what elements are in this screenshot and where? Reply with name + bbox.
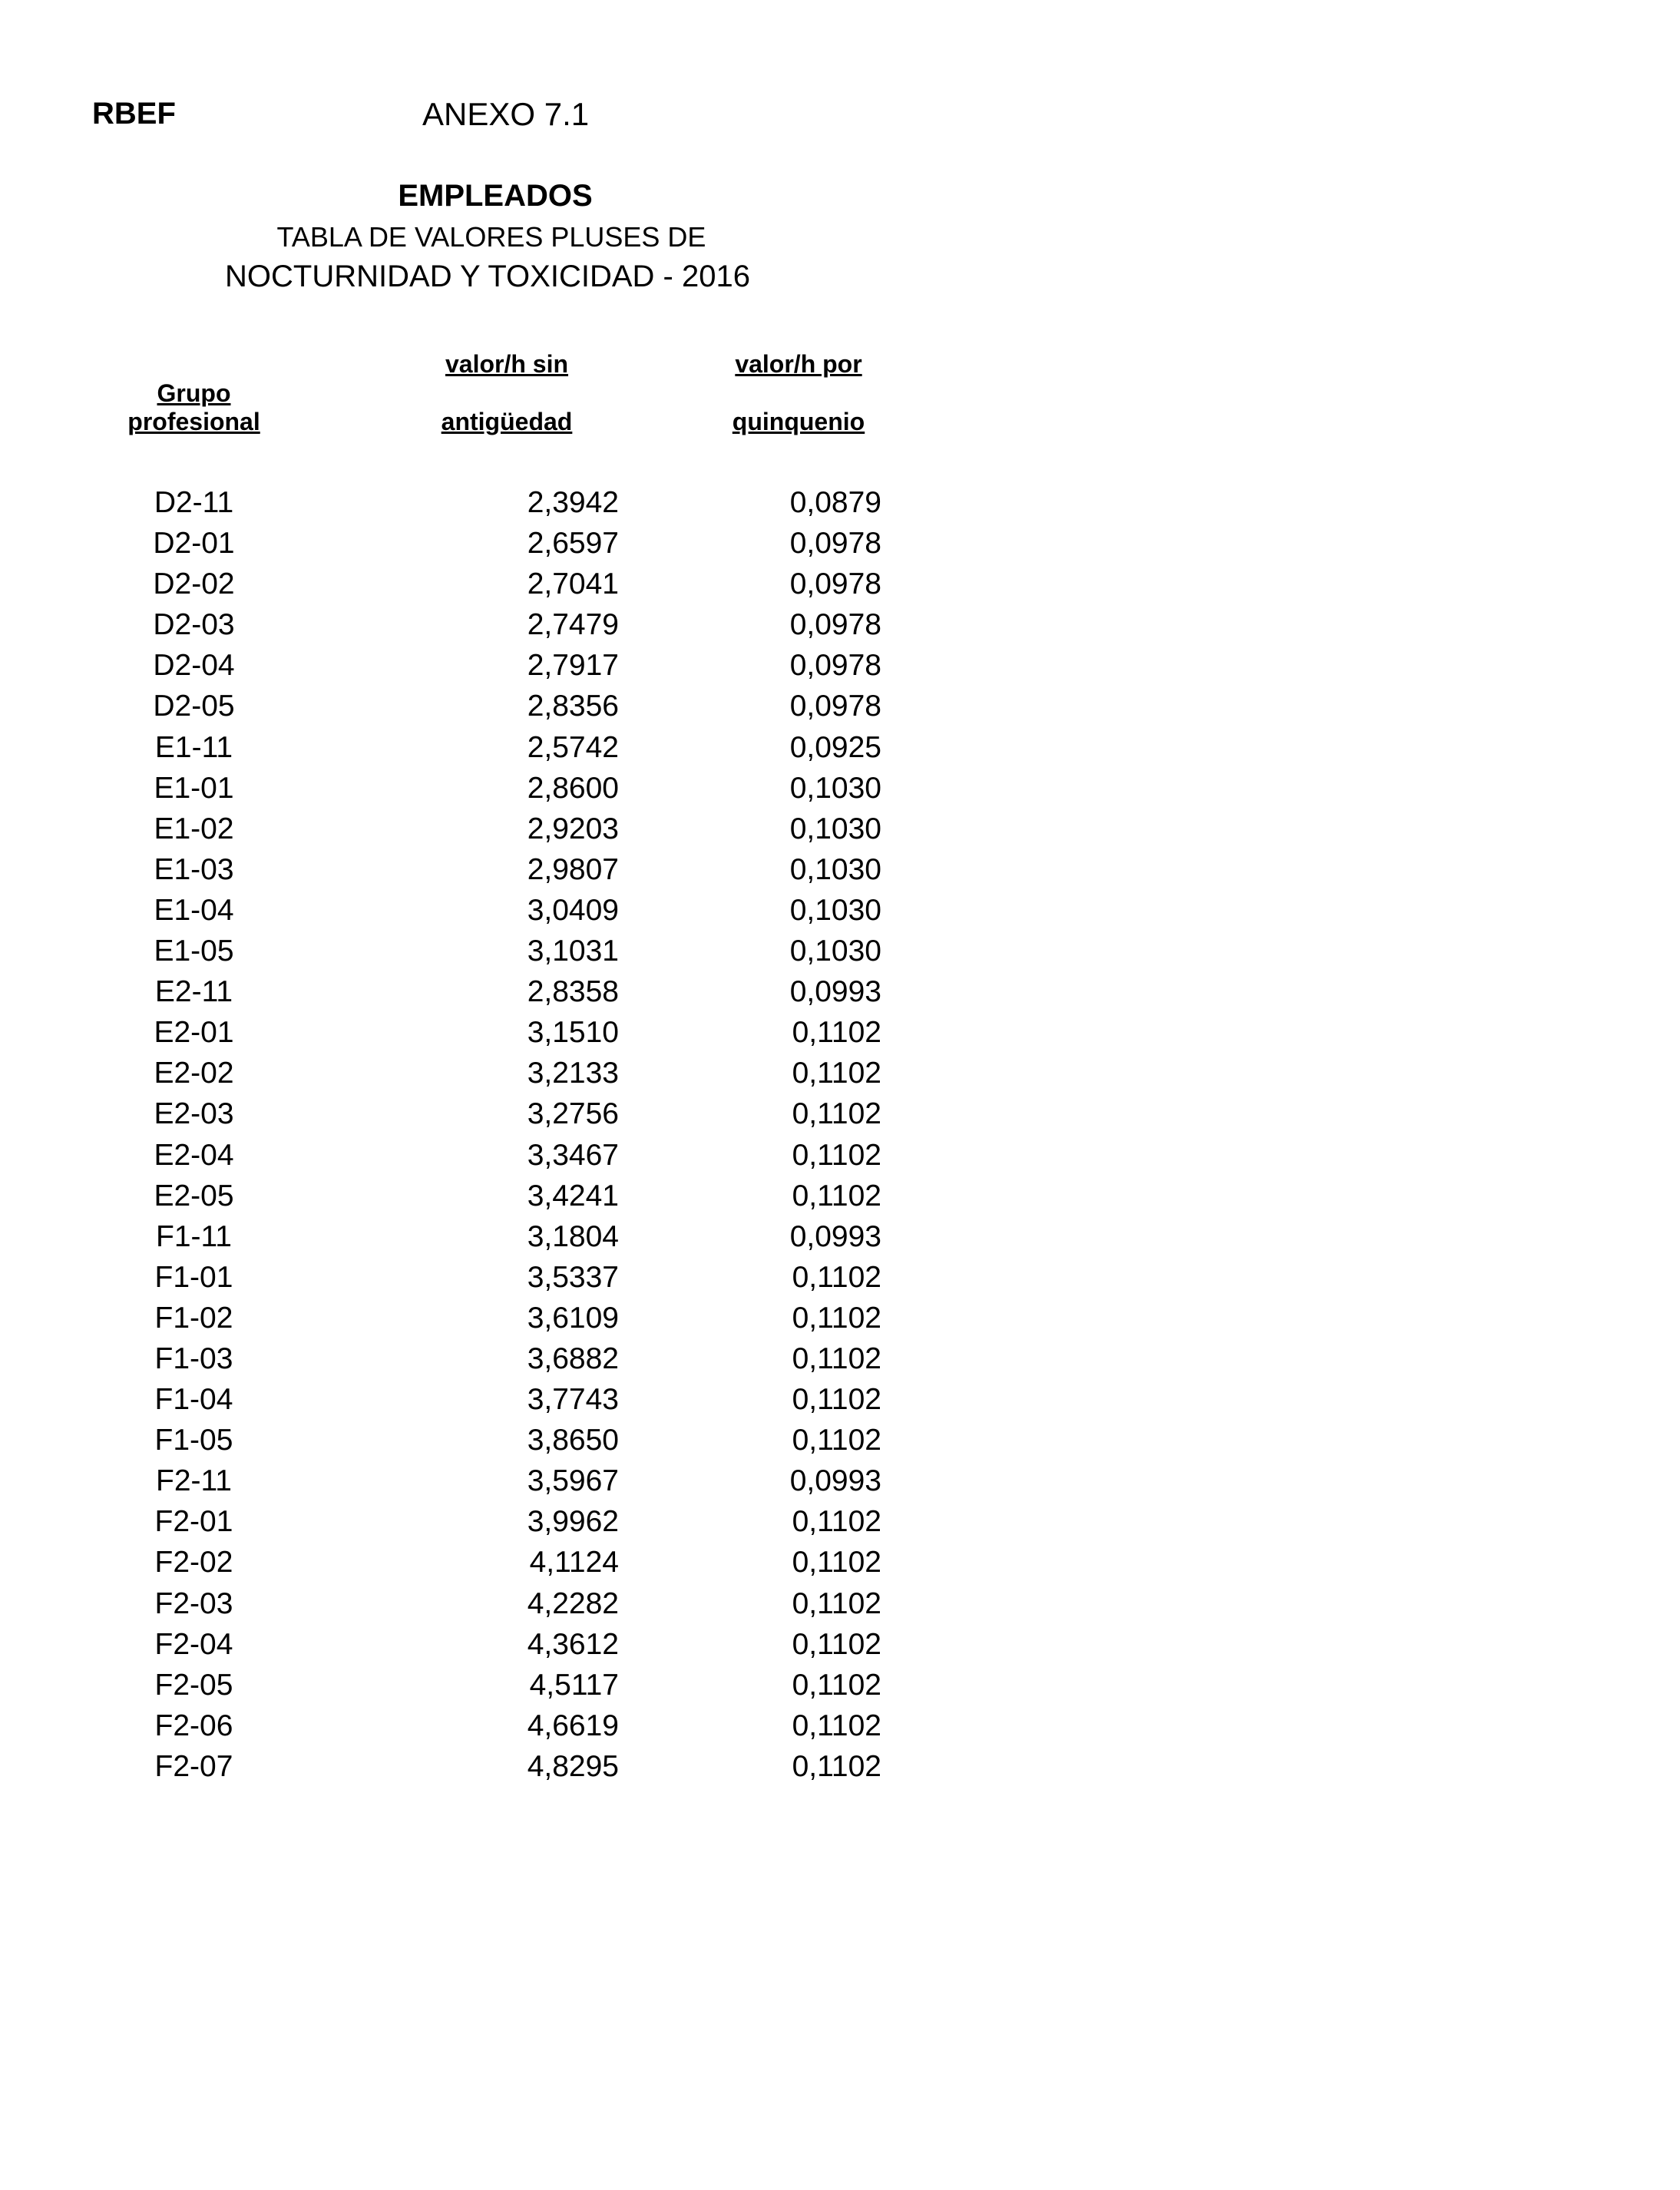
valor-por-cell: 0,0925 — [789, 730, 881, 764]
valor-sin-cell: 3,2133 — [527, 1057, 619, 1090]
valor-sin-cell: 3,6109 — [527, 1301, 619, 1335]
table-row — [0, 849, 998, 890]
valor-por-cell: 0,0993 — [789, 975, 881, 1009]
valor-por-cell: 0,1102 — [792, 1424, 881, 1457]
table-row — [0, 1093, 998, 1134]
grupo-cell: E2-02 — [154, 1057, 234, 1090]
valor-sin-cell: 4,8295 — [527, 1749, 619, 1783]
valor-sin-cell: 4,6619 — [527, 1709, 619, 1742]
table-row — [0, 564, 998, 604]
valor-por-cell: 0,1102 — [792, 1341, 881, 1375]
valor-sin-cell: 3,0409 — [527, 893, 619, 927]
table-row — [0, 1257, 998, 1298]
valor-sin-cell: 2,8356 — [527, 690, 619, 723]
valor-por-cell: 0,1102 — [792, 1749, 881, 1783]
valor-sin-cell: 3,5967 — [527, 1464, 619, 1498]
grupo-cell: F2-07 — [154, 1749, 233, 1783]
table-row — [0, 604, 998, 645]
grupo-cell: F2-05 — [154, 1668, 233, 1702]
grupo-cell: E2-01 — [154, 1016, 234, 1050]
table-row — [0, 1298, 998, 1338]
valor-sin-cell: 4,2282 — [527, 1586, 619, 1620]
grupo-cell: F1-01 — [154, 1260, 233, 1294]
valor-sin-cell: 3,1031 — [527, 935, 619, 968]
grupo-cell: E1-04 — [154, 893, 234, 927]
table-row — [0, 727, 998, 768]
valor-por-cell: 0,0993 — [789, 1219, 881, 1253]
table-row — [0, 1583, 998, 1624]
grupo-cell: F1-05 — [154, 1424, 233, 1457]
valor-por-cell: 0,1102 — [792, 1668, 881, 1702]
table-row — [0, 1135, 998, 1176]
valor-sin-cell: 2,3942 — [527, 486, 619, 519]
valor-sin-cell: 2,9807 — [527, 852, 619, 886]
valor-por-cell: 0,1102 — [792, 1260, 881, 1294]
column-header-grupo-line1: Grupo — [157, 379, 231, 407]
valor-sin-cell: 3,4241 — [527, 1179, 619, 1212]
page-subtitle: TABLA DE VALORES PLUSES DE — [276, 221, 706, 253]
grupo-cell: D2-05 — [153, 690, 235, 723]
valor-sin-cell: 3,2756 — [527, 1097, 619, 1131]
table-row — [0, 1176, 998, 1216]
table-row — [0, 1705, 998, 1746]
table-row — [0, 931, 998, 971]
valor-por-cell: 0,0978 — [789, 690, 881, 723]
valor-por-cell: 0,1102 — [792, 1546, 881, 1580]
valor-sin-cell: 3,7743 — [527, 1383, 619, 1417]
table-row — [0, 1012, 998, 1053]
valor-por-cell: 0,1102 — [792, 1179, 881, 1212]
valor-sin-cell: 2,7041 — [527, 567, 619, 601]
valor-sin-cell: 3,1510 — [527, 1016, 619, 1050]
grupo-cell: E1-02 — [154, 812, 234, 845]
valor-sin-cell: 2,6597 — [527, 527, 619, 561]
grupo-cell: D2-01 — [153, 527, 235, 561]
grupo-cell: E2-05 — [154, 1179, 234, 1212]
grupo-cell: D2-02 — [153, 567, 235, 601]
valor-sin-cell: 3,9962 — [527, 1505, 619, 1539]
table-row — [0, 645, 998, 686]
grupo-cell: E1-11 — [154, 730, 233, 764]
grupo-cell: D2-04 — [153, 649, 235, 683]
table-row — [0, 1338, 998, 1379]
grupo-cell: F2-04 — [154, 1627, 233, 1661]
valor-sin-cell: 3,3467 — [527, 1138, 619, 1172]
table-row — [0, 1216, 998, 1257]
valor-por-cell: 0,0993 — [789, 1464, 881, 1498]
grupo-cell: D2-03 — [153, 608, 235, 642]
valor-sin-cell: 2,8358 — [527, 975, 619, 1009]
table-row — [0, 1746, 998, 1787]
table-row — [0, 809, 998, 849]
valor-sin-cell: 3,8650 — [527, 1424, 619, 1457]
grupo-cell: F1-04 — [154, 1383, 233, 1417]
grupo-cell: F1-11 — [156, 1219, 232, 1253]
valor-por-cell: 0,1102 — [792, 1138, 881, 1172]
valor-por-cell: 0,1102 — [792, 1383, 881, 1417]
valor-por-cell: 0,1102 — [792, 1097, 881, 1131]
valor-sin-cell: 2,9203 — [527, 812, 619, 845]
valor-sin-cell: 4,1124 — [529, 1546, 619, 1580]
grupo-cell: E1-05 — [154, 935, 234, 968]
valor-por-cell: 0,1102 — [792, 1016, 881, 1050]
valor-sin-cell: 3,6882 — [527, 1341, 619, 1375]
valor-por-cell: 0,1102 — [792, 1586, 881, 1620]
grupo-cell: F1-03 — [154, 1341, 233, 1375]
table-row — [0, 523, 998, 564]
valor-por-cell: 0,0879 — [789, 486, 881, 519]
table-row — [0, 971, 998, 1012]
table-row — [0, 482, 998, 523]
valor-por-cell: 0,1030 — [789, 893, 881, 927]
valor-por-cell: 0,1102 — [792, 1627, 881, 1661]
page-subtitle-2: NOCTURNIDAD Y TOXICIDAD - 2016 — [225, 260, 750, 293]
grupo-cell: E2-04 — [154, 1138, 234, 1172]
valor-sin-cell: 2,8600 — [527, 771, 619, 805]
grupo-cell: F2-01 — [154, 1505, 233, 1539]
grupo-cell: E1-03 — [154, 852, 234, 886]
grupo-cell: F2-11 — [156, 1464, 232, 1498]
table-row — [0, 1461, 998, 1501]
valor-sin-cell: 2,7917 — [527, 649, 619, 683]
table-row — [0, 1379, 998, 1420]
valor-por-cell: 0,1030 — [789, 771, 881, 805]
valor-por-cell: 0,1102 — [792, 1709, 881, 1742]
header-org: RBEF — [92, 97, 176, 131]
valor-sin-cell: 2,7479 — [527, 608, 619, 642]
values-table — [0, 482, 998, 1787]
valor-sin-cell: 4,3612 — [527, 1627, 619, 1661]
grupo-cell: F1-02 — [154, 1301, 233, 1335]
grupo-cell: E2-03 — [154, 1097, 234, 1131]
page-title: EMPLEADOS — [398, 179, 593, 213]
grupo-cell: D2-11 — [154, 486, 234, 519]
valor-por-cell: 0,1030 — [789, 812, 881, 845]
column-header-sin-line1: valor/h sin — [445, 350, 569, 378]
valor-por-cell: 0,0978 — [789, 608, 881, 642]
column-header-por-line2: quinquenio — [732, 408, 865, 435]
grupo-cell: E1-01 — [154, 771, 234, 805]
valor-sin-cell: 4,5117 — [529, 1668, 619, 1702]
column-header-grupo-line2: profesional — [127, 408, 260, 435]
grupo-cell: F2-02 — [154, 1546, 233, 1580]
valor-por-cell: 0,1102 — [792, 1057, 881, 1090]
valor-por-cell: 0,1102 — [792, 1505, 881, 1539]
table-row — [0, 768, 998, 809]
grupo-cell: E2-11 — [154, 975, 233, 1009]
valor-sin-cell: 3,5337 — [527, 1260, 619, 1294]
table-row — [0, 1420, 998, 1461]
header-annex: ANEXO 7.1 — [422, 96, 590, 132]
column-header-por-line1: valor/h por — [735, 350, 862, 378]
grupo-cell: F2-06 — [154, 1709, 233, 1742]
valor-por-cell: 0,0978 — [789, 567, 881, 601]
grupo-cell: F2-03 — [154, 1586, 233, 1620]
table-row — [0, 890, 998, 931]
valor-por-cell: 0,0978 — [789, 649, 881, 683]
valor-por-cell: 0,0978 — [789, 527, 881, 561]
valor-sin-cell: 3,1804 — [527, 1219, 619, 1253]
valor-sin-cell: 2,5742 — [527, 730, 619, 764]
column-header-sin-line2: antigüedad — [441, 408, 573, 435]
table-row — [0, 1624, 998, 1665]
table-row — [0, 1665, 998, 1705]
table-row — [0, 1501, 998, 1542]
table-row — [0, 1542, 998, 1583]
table-row — [0, 1053, 998, 1093]
valor-por-cell: 0,1102 — [792, 1301, 881, 1335]
table-row — [0, 686, 998, 726]
valor-por-cell: 0,1030 — [789, 935, 881, 968]
valor-por-cell: 0,1030 — [789, 852, 881, 886]
